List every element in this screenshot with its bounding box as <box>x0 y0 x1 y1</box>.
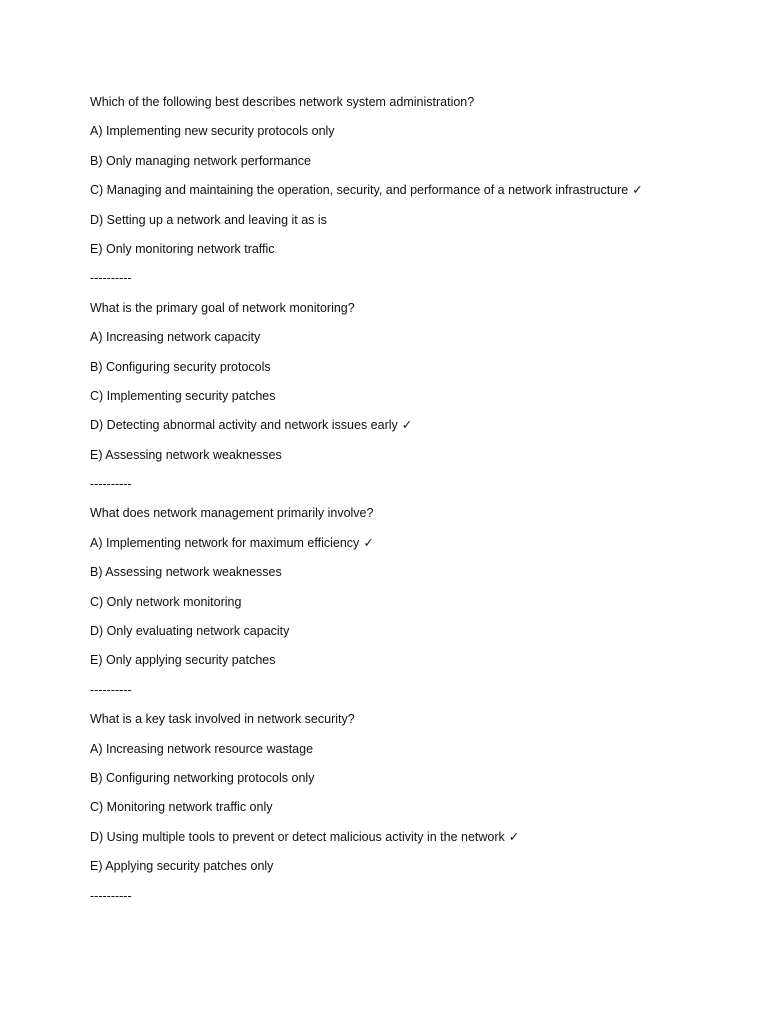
answer-option-text: D) Only evaluating network capacity <box>90 624 290 639</box>
answer-option <box>90 151 730 180</box>
answer-option <box>90 121 730 150</box>
answer-option-text: A) Increasing network capacity <box>90 330 261 345</box>
answer-option <box>90 650 730 679</box>
answer-option-text: E) Only monitoring network traffic <box>90 241 275 256</box>
answer-option-text: D) Using multiple tools to prevent or detect malicious activity in the network <box>90 829 505 844</box>
answer-option <box>90 210 730 239</box>
answer-option-text: C) Only network monitoring <box>90 594 242 609</box>
checkmark-icon: ✓ <box>363 535 374 550</box>
answer-option <box>90 445 730 474</box>
answer-option-text: B) Assessing network weaknesses <box>90 565 282 580</box>
quiz-document <box>90 92 730 915</box>
answer-option <box>90 239 730 268</box>
question-separator: ---------- <box>90 477 132 492</box>
answer-option-text: E) Applying security patches only <box>90 859 274 874</box>
question-separator: ---------- <box>90 271 132 286</box>
answer-option-text: E) Assessing network weaknesses <box>90 447 282 462</box>
answer-option-text: A) Implementing network for maximum efficiency <box>90 535 360 550</box>
checkmark-icon: ✓ <box>401 418 413 433</box>
answer-option-text: D) Detecting abnormal activity and network issues early <box>90 418 398 433</box>
answer-option <box>90 856 730 885</box>
answer-option <box>90 327 730 356</box>
answer-option-correct <box>90 415 730 444</box>
answer-option-text: E) Only applying security patches <box>90 653 276 668</box>
answer-option-text: A) Increasing network resource wastage <box>90 741 314 756</box>
answer-option-correct <box>90 533 730 562</box>
question-text: What is the primary goal of network monitoring? <box>90 300 355 315</box>
answer-option <box>90 797 730 826</box>
answer-option <box>90 386 730 415</box>
checkmark-icon: ✓ <box>632 183 643 198</box>
answer-option <box>90 592 730 621</box>
answer-option <box>90 562 730 591</box>
answer-option <box>90 357 730 386</box>
answer-option-text: C) Implementing security patches <box>90 388 276 403</box>
question-text: What does network management primarily involve? <box>90 506 374 521</box>
answer-option <box>90 621 730 650</box>
answer-option-text: A) Implementing new security protocols only <box>90 124 335 139</box>
answer-option-text: B) Only managing network performance <box>90 153 311 168</box>
checkmark-icon: ✓ <box>508 829 520 844</box>
answer-option-text: B) Configuring networking protocols only <box>90 770 315 785</box>
answer-option-text: D) Setting up a network and leaving it as is <box>90 212 327 227</box>
question-text: Which of the following best describes network system administration? <box>90 95 475 109</box>
answer-option-text: C) Managing and maintaining the operation, security, and performance of a network infrastructure <box>90 183 629 198</box>
answer-option <box>90 768 730 797</box>
answer-option-correct <box>90 827 730 856</box>
question-text: What is a key task involved in network security? <box>90 712 355 727</box>
answer-option-correct <box>90 180 730 209</box>
question-separator: ---------- <box>90 888 132 903</box>
answer-option-text: C) Monitoring network traffic only <box>90 800 273 815</box>
answer-option <box>90 739 730 768</box>
question-separator: ---------- <box>90 682 132 697</box>
answer-option-text: B) Configuring security protocols <box>90 359 271 374</box>
